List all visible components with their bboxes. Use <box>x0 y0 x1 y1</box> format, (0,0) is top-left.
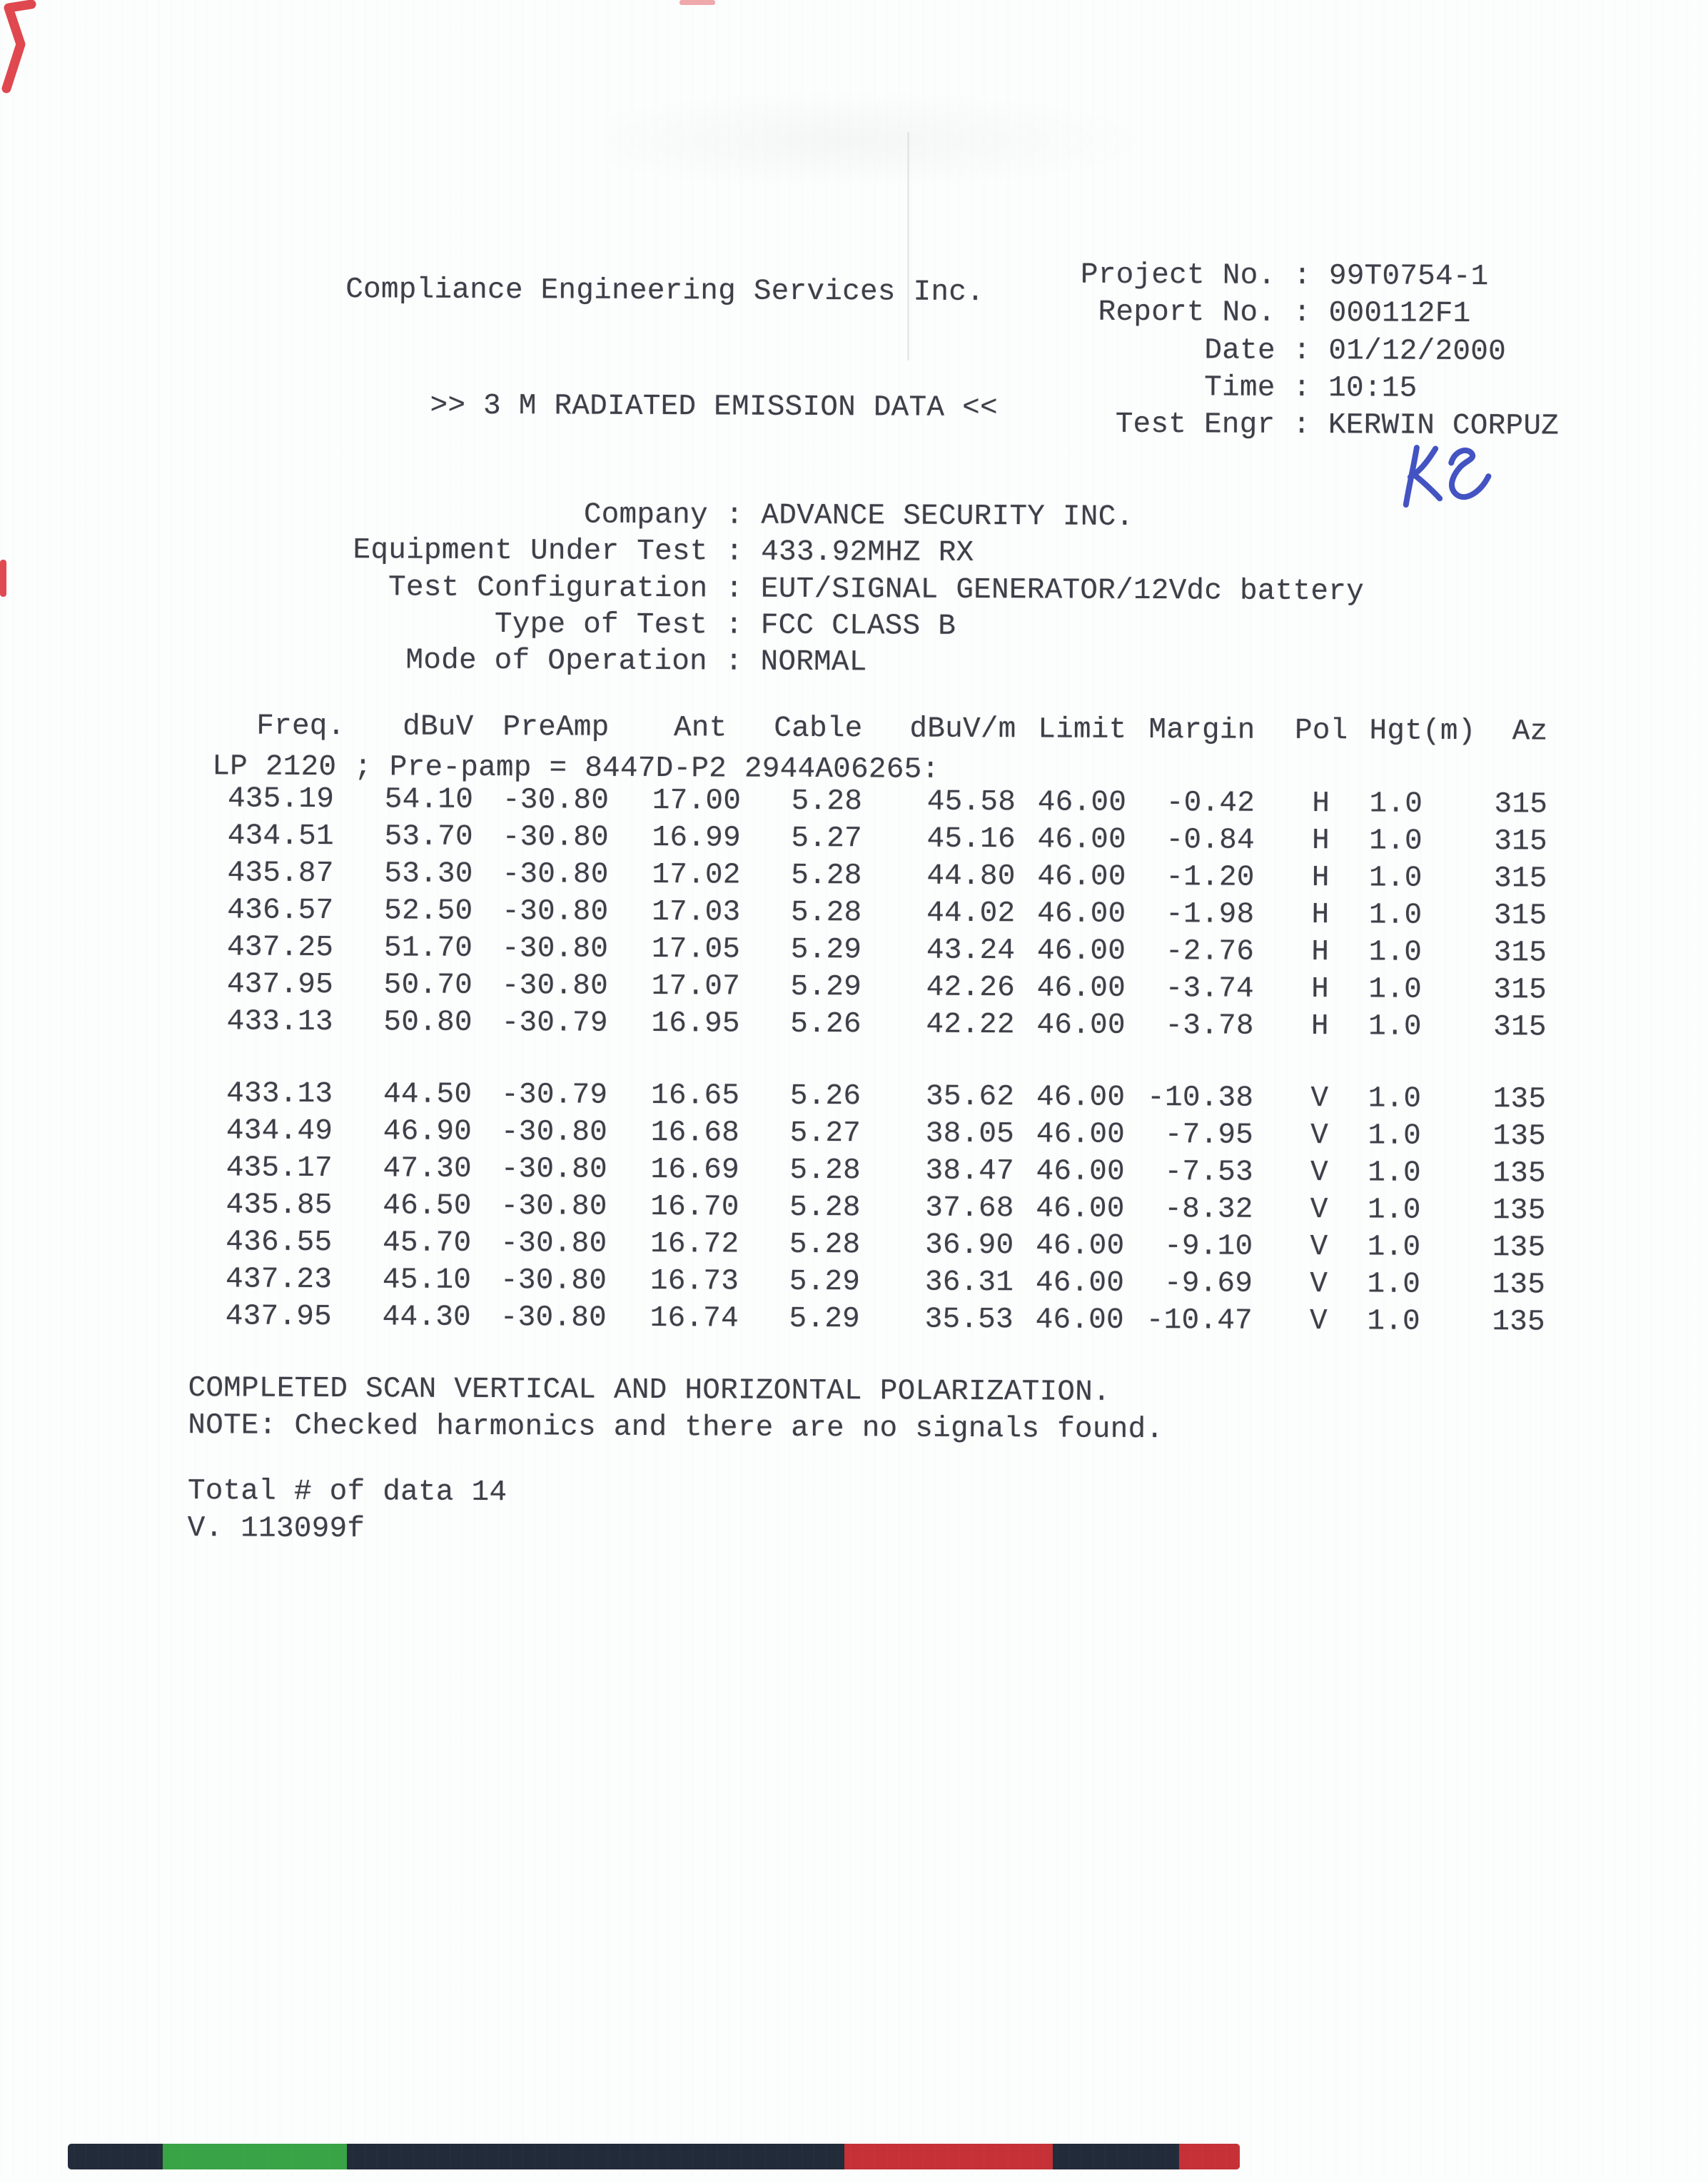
table-cell: 46.00 <box>1035 1266 1125 1300</box>
table-cell: 1.0 <box>1367 1231 1421 1264</box>
table-cell: -30.80 <box>500 1301 607 1335</box>
table-cell: H <box>1311 825 1330 858</box>
table-column-header: Pol <box>1294 714 1348 748</box>
table-cell: 17.00 <box>652 784 742 818</box>
table-group-horizontal <box>216 780 1548 1046</box>
scan-edge-streak <box>0 560 6 597</box>
table-cell: 36.90 <box>925 1229 1014 1263</box>
table-column-header: PreAmp <box>502 711 610 745</box>
table-cell: -10.38 <box>1147 1082 1254 1115</box>
field-colon: : <box>1275 371 1329 405</box>
scan-corner-mark <box>0 0 50 100</box>
table-cell: 1.0 <box>1368 899 1423 932</box>
table-column-header: dBuV <box>403 710 474 744</box>
table-cell: 53.70 <box>384 820 473 854</box>
field-colon: : <box>707 645 761 679</box>
table-cell: 35.62 <box>925 1080 1015 1114</box>
table-cell: H <box>1311 936 1330 969</box>
table-cell: 46.00 <box>1036 1155 1125 1189</box>
version-line: V. 113099f <box>187 1512 365 1546</box>
table-cell: 437.23 <box>225 1263 333 1297</box>
table-cell: 435.19 <box>227 782 335 817</box>
table-cell: 1.0 <box>1369 787 1423 821</box>
table-cell: 135 <box>1492 1269 1546 1302</box>
table-cell: -30.80 <box>502 858 609 892</box>
field-row <box>1026 293 1471 333</box>
field-colon: : <box>1275 296 1329 331</box>
table-cell: 5.29 <box>789 1265 861 1299</box>
table-cell: 5.26 <box>790 1007 861 1042</box>
table-cell: 38.05 <box>925 1117 1015 1151</box>
field-label: Time <box>1204 371 1275 405</box>
table-cell: V <box>1309 1305 1328 1338</box>
table-cell: 1.0 <box>1368 862 1423 895</box>
table-cell: 5.28 <box>789 1154 861 1188</box>
company-name: Compliance Engineering Services Inc. <box>345 273 985 310</box>
table-cell: 315 <box>1493 862 1547 896</box>
table-cell: -8.32 <box>1164 1193 1253 1226</box>
scan-top-dash <box>679 0 715 5</box>
table-cell: 36.31 <box>924 1266 1014 1300</box>
table-cell: -30.80 <box>502 895 609 929</box>
field-colon: : <box>707 573 762 606</box>
table-column-header: Freq. <box>256 710 345 744</box>
table-cell: 436.57 <box>227 894 334 928</box>
table-cell: 44.50 <box>383 1078 473 1111</box>
field-row <box>323 532 974 572</box>
note-line-harmonics: NOTE: Checked harmonics and there are no signals found. <box>188 1409 1164 1447</box>
table-cell: 135 <box>1492 1194 1546 1228</box>
table-cell: 46.00 <box>1037 823 1126 857</box>
table-cell: 315 <box>1494 825 1547 859</box>
table-cell: 5.27 <box>789 1116 861 1151</box>
table-column-header: Az <box>1512 715 1548 749</box>
table-cell: 46.50 <box>383 1189 472 1223</box>
table-cell: 46.00 <box>1037 897 1126 931</box>
table-cell: 45.70 <box>383 1226 472 1260</box>
table-cell: -1.98 <box>1166 898 1255 932</box>
field-colon: : <box>707 499 762 533</box>
field-value: NORMAL <box>760 645 867 680</box>
field-value: 10:15 <box>1328 372 1418 405</box>
table-cell: 17.07 <box>651 969 741 1004</box>
table-cell: H <box>1311 973 1330 1007</box>
field-row <box>322 642 867 681</box>
table-cell: -10.47 <box>1146 1304 1253 1338</box>
field-label: Test Engr <box>1115 408 1275 442</box>
table-cell: 437.25 <box>226 931 334 965</box>
field-row <box>1026 331 1506 370</box>
scan-bottom-band-red <box>844 2144 1053 2169</box>
table-cell: -30.80 <box>500 1116 608 1149</box>
table-cell: V <box>1310 1119 1329 1153</box>
field-row <box>322 605 956 645</box>
table-cell: -30.79 <box>501 1079 608 1112</box>
table-cell: H <box>1311 862 1330 895</box>
table-cell: 315 <box>1493 899 1547 933</box>
table-cell: V <box>1310 1231 1328 1264</box>
table-column-header: Ant <box>673 712 727 745</box>
table-cell: 46.00 <box>1036 1081 1126 1114</box>
table-subheader: LP 2120 ; Pre-pamp = 8447D-P2 2944A06265: <box>212 750 940 787</box>
table-cell: 47.30 <box>383 1152 472 1186</box>
table-cell: 435.85 <box>226 1189 333 1223</box>
field-value: 433.92MHZ RX <box>761 535 974 570</box>
table-cell: -0.84 <box>1166 824 1255 857</box>
table-cell: 1.0 <box>1367 1268 1421 1301</box>
signature-initials-kc <box>1395 435 1501 517</box>
table-cell: 45.58 <box>926 785 1016 820</box>
table-cell: 435.17 <box>226 1151 333 1186</box>
table-cell: 434.51 <box>227 820 334 854</box>
table-cell: 1.0 <box>1368 1082 1422 1116</box>
field-value: KERWIN CORPUZ <box>1328 409 1560 443</box>
table-cell: 51.70 <box>383 932 473 965</box>
table-cell: 5.28 <box>790 896 862 930</box>
table-cell: H <box>1311 899 1330 932</box>
scan-bottom-band-red <box>1179 2144 1240 2169</box>
scan-bottom-band-green <box>163 2144 347 2169</box>
field-label: Test Configuration <box>388 571 708 606</box>
table-cell: 1.0 <box>1367 1194 1421 1227</box>
table-cell: 50.70 <box>383 969 473 1002</box>
report-title: >> 3 M RADIATED EMISSION DATA << <box>430 389 998 425</box>
table-cell: -30.80 <box>500 1227 607 1261</box>
field-value: 99T0754-1 <box>1328 260 1489 294</box>
table-cell: -7.53 <box>1164 1156 1253 1189</box>
table-cell: 135 <box>1492 1120 1547 1154</box>
table-cell: 433.13 <box>226 1077 333 1111</box>
field-row <box>323 495 1134 536</box>
table-cell: 5.29 <box>789 1302 861 1336</box>
table-cell: 5.29 <box>790 933 862 967</box>
field-colon: : <box>1275 408 1329 443</box>
table-cell: 46.00 <box>1036 1192 1125 1226</box>
table-column-header: Hgt(m) <box>1369 715 1476 749</box>
table-cell: 135 <box>1492 1157 1546 1191</box>
table-cell: 5.27 <box>791 822 862 856</box>
field-label: Type of Test <box>494 608 708 642</box>
table-cell: 52.50 <box>384 894 473 928</box>
table-cell: 5.28 <box>791 785 863 819</box>
table-cell: 38.47 <box>925 1154 1014 1189</box>
field-value: ADVANCE SECURITY INC. <box>761 499 1134 534</box>
field-label: Project No. <box>1080 258 1276 293</box>
table-header-row <box>216 707 1547 750</box>
table-cell: 17.05 <box>651 932 741 967</box>
table-cell: -3.74 <box>1165 972 1255 1006</box>
field-label: Equipment Under Test <box>353 534 708 569</box>
table-cell: 1.0 <box>1369 825 1423 858</box>
table-cell: 43.24 <box>926 934 1016 968</box>
table-cell: 46.90 <box>383 1115 473 1149</box>
table-cell: 434.49 <box>226 1114 333 1149</box>
field-value: 01/12/2000 <box>1328 335 1507 369</box>
total-data-line: Total # of data 14 <box>187 1475 507 1510</box>
field-colon: : <box>707 609 761 642</box>
table-cell: 5.29 <box>790 970 862 1004</box>
table-cell: 46.00 <box>1036 1118 1126 1151</box>
table-cell: 437.95 <box>226 968 334 1002</box>
table-cell: 16.69 <box>650 1153 739 1187</box>
table-cell: 16.99 <box>652 821 741 855</box>
table-cell: -30.80 <box>502 821 609 854</box>
table-cell: 50.80 <box>383 1006 473 1039</box>
table-cell: 1.0 <box>1368 1119 1422 1153</box>
field-label: Company <box>583 498 708 533</box>
table-cell: -2.76 <box>1165 935 1255 969</box>
table-cell: V <box>1310 1156 1328 1190</box>
table-cell: 16.72 <box>650 1227 739 1261</box>
table-cell: 135 <box>1492 1231 1546 1265</box>
table-cell: 16.73 <box>650 1264 739 1299</box>
field-row <box>1026 256 1488 296</box>
table-cell: 315 <box>1493 937 1547 970</box>
table-cell: 16.95 <box>651 1007 740 1041</box>
table-cell: 315 <box>1494 788 1548 822</box>
table-cell: -1.20 <box>1166 861 1255 894</box>
field-row <box>1026 368 1418 407</box>
field-colon: : <box>1275 259 1329 293</box>
table-column-header: Cable <box>774 712 863 746</box>
table-cell: 45.10 <box>382 1264 472 1297</box>
table-cell: 5.28 <box>791 859 862 893</box>
table-cell: -0.42 <box>1166 787 1255 820</box>
table-cell: -30.80 <box>500 1264 607 1298</box>
table-group-vertical <box>214 1075 1547 1341</box>
table-cell: -9.69 <box>1163 1267 1253 1301</box>
table-cell: 42.22 <box>926 1008 1015 1042</box>
table-cell: -30.80 <box>502 784 610 817</box>
table-column-header: Margin <box>1148 714 1255 747</box>
table-cell: 315 <box>1493 1011 1547 1044</box>
table-cell: -9.10 <box>1164 1230 1253 1264</box>
table-cell: 1.0 <box>1368 1010 1422 1044</box>
table-cell: 436.55 <box>226 1226 333 1260</box>
table-cell: 17.03 <box>652 895 741 929</box>
note-line-completed: COMPLETED SCAN VERTICAL AND HORIZONTAL POLARIZATION. <box>188 1372 1111 1409</box>
table-cell: V <box>1310 1268 1328 1301</box>
table-cell: 433.13 <box>226 1005 333 1039</box>
table-cell: 44.02 <box>926 897 1016 931</box>
table-cell: -3.78 <box>1165 1009 1254 1043</box>
table-cell: 135 <box>1492 1306 1546 1339</box>
field-colon: : <box>1275 334 1329 368</box>
field-value: 000112F1 <box>1328 297 1471 331</box>
field-label: Mode of Operation <box>405 644 708 679</box>
table-cell: -30.80 <box>500 1190 607 1224</box>
table-column-header: Limit <box>1038 713 1127 747</box>
table-cell: 45.16 <box>926 822 1016 857</box>
table-cell: 315 <box>1493 974 1547 1007</box>
table-cell: -30.80 <box>500 1153 607 1186</box>
table-cell: 46.00 <box>1036 934 1126 968</box>
field-label: Report No. <box>1098 296 1276 330</box>
table-cell: 44.80 <box>926 859 1016 894</box>
table-cell: 437.95 <box>225 1300 333 1334</box>
table-cell: 46.00 <box>1035 1304 1125 1337</box>
table-cell: 46.00 <box>1037 860 1126 894</box>
table-cell: 1.0 <box>1368 936 1423 969</box>
field-row <box>322 569 1364 610</box>
table-cell: 1.0 <box>1367 1305 1421 1338</box>
table-column-header: dBuV/m <box>909 712 1016 747</box>
table-cell: H <box>1312 787 1330 821</box>
table-cell: V <box>1310 1194 1328 1227</box>
table-cell: 17.02 <box>652 858 741 892</box>
table-cell: 16.68 <box>650 1116 740 1150</box>
table-cell: 46.00 <box>1036 1009 1126 1042</box>
field-label: Date <box>1204 334 1275 368</box>
table-cell: 16.65 <box>650 1079 740 1113</box>
table-cell: 44.30 <box>382 1301 472 1334</box>
table-cell: 46.00 <box>1036 972 1126 1005</box>
table-cell: 5.26 <box>789 1079 861 1114</box>
table-cell: 435.87 <box>227 857 334 891</box>
table-cell: 5.28 <box>789 1191 861 1225</box>
table-cell: -30.80 <box>501 969 609 1003</box>
table-cell: 46.00 <box>1036 1229 1125 1263</box>
table-cell: -30.80 <box>501 932 609 966</box>
table-cell: 1.0 <box>1368 1156 1421 1190</box>
table-cell: H <box>1310 1010 1329 1044</box>
field-value: FCC CLASS B <box>760 609 956 643</box>
table-cell: 37.68 <box>925 1191 1014 1226</box>
table-cell: 53.30 <box>384 857 473 891</box>
table-cell: 46.00 <box>1037 786 1127 820</box>
table-cell: V <box>1310 1082 1329 1116</box>
table-cell: 35.53 <box>924 1303 1014 1337</box>
table-cell: -7.95 <box>1164 1119 1254 1152</box>
table-cell: 42.26 <box>926 971 1016 1005</box>
table-cell: 16.70 <box>650 1190 739 1224</box>
table-cell: 1.0 <box>1368 973 1423 1007</box>
table-cell: 135 <box>1492 1083 1547 1116</box>
table-cell: -30.79 <box>501 1007 608 1040</box>
field-colon: : <box>707 535 762 569</box>
field-value: EUT/SIGNAL GENERATOR/12Vdc battery <box>760 573 1365 609</box>
table-cell: 5.28 <box>789 1228 861 1262</box>
table-cell: 54.10 <box>384 783 474 817</box>
table-cell: 16.74 <box>650 1301 739 1336</box>
